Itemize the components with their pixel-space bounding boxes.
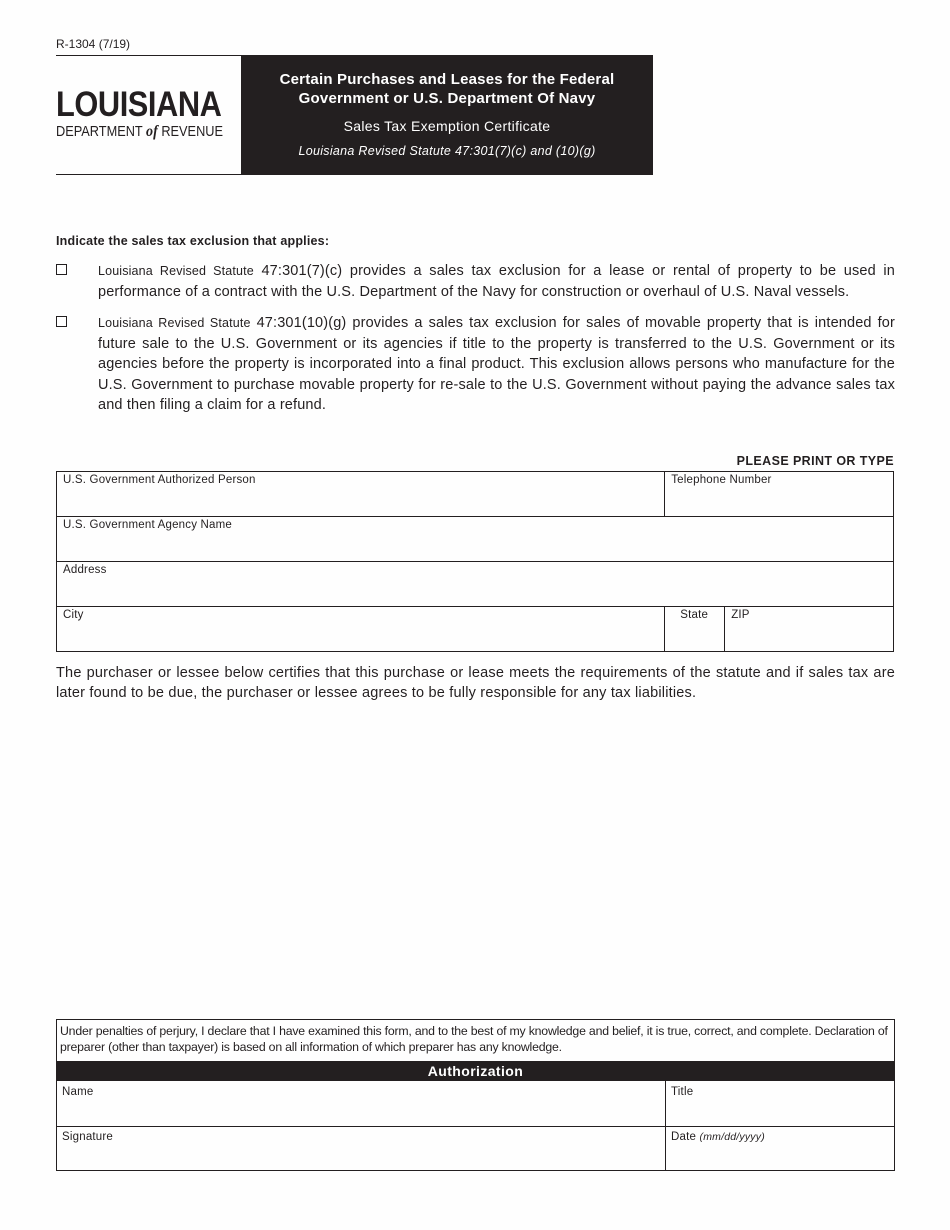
telephone-label: Telephone Number: [671, 474, 772, 486]
city-label: City: [63, 609, 84, 621]
exclusion-body: 47:301(10)(g) provides a sales tax exclusion for sales of movable property that is intended for future sale to the U.S. Government or its agencies if title to the property is transferred to the U.S. Government or its agencies before the property is incorporated into a final product. This exclusion allows persons who manufacture for the U.S. Government to purchase movable property for re-sale to the U.S. Government without paying the advance sales tax and then filing a claim for a refund.: [98, 315, 896, 413]
exclusion-lead: Louisiana Revised Statute: [98, 316, 251, 330]
authorized-person-field[interactable]: [57, 472, 665, 517]
exclusion-text-federal: [98, 313, 895, 416]
date-field[interactable]: [671, 1131, 891, 1169]
date-label: Date: [671, 1131, 697, 1143]
title-label: Title: [671, 1086, 694, 1098]
authorization-heading: Authorization: [57, 1061, 894, 1081]
city-field[interactable]: [57, 607, 665, 652]
agency-name-field[interactable]: [57, 517, 894, 562]
logo-top-rule: [56, 55, 242, 56]
exclusion-checkbox-navy[interactable]: [56, 264, 67, 275]
authorization-divider-horizontal: [57, 1126, 894, 1127]
logo-dept-suffix: REVENUE: [161, 124, 224, 140]
address-label: Address: [63, 564, 107, 576]
logo-bottom-rule: [56, 174, 242, 175]
form-title: [241, 70, 653, 108]
authorization-section: [56, 1019, 895, 1171]
signature-label: Signature: [62, 1131, 114, 1143]
exclusion-checkbox-federal[interactable]: [56, 316, 67, 327]
logo-dept-prefix: DEPARTMENT: [56, 124, 143, 140]
zip-field[interactable]: [725, 607, 894, 652]
date-format-hint: (mm/dd/yyyy): [699, 1131, 765, 1143]
exclusion-lead: Louisiana Revised Statute: [98, 264, 254, 278]
zip-label: ZIP: [731, 609, 750, 621]
form-subtitle: Sales Tax Exemption Certificate: [343, 118, 551, 134]
address-field[interactable]: [57, 562, 894, 607]
form-title-line-1: Certain Purchases and Leases for the Federal: [279, 71, 615, 88]
agency-name-label: U.S. Government Agency Name: [63, 519, 233, 531]
logo-dept-of: of: [146, 123, 158, 140]
header-banner: [241, 55, 653, 175]
name-label: Name: [62, 1086, 94, 1098]
exclusion-body: 47:301(7)(c) provides a sales tax exclusion for a lease or rental of property to be used in performance of a contract with the U.S. Department of the Navy for construction or overhaul of U.S. Naval vessels.: [98, 263, 896, 300]
logo-department: [56, 123, 223, 141]
title-field[interactable]: [671, 1086, 891, 1124]
exclusion-text-navy: [98, 261, 895, 302]
form-number: R-1304 (7/19): [56, 37, 131, 51]
instruction-heading: Indicate the sales tax exclusion that applies:: [56, 234, 330, 248]
logo-state: LOUISIANA: [56, 85, 222, 124]
authorized-person-label: U.S. Government Authorized Person: [63, 474, 256, 486]
print-or-type-note: PLEASE PRINT OR TYPE: [736, 454, 894, 468]
telephone-field[interactable]: [665, 472, 894, 517]
signature-field[interactable]: [62, 1131, 662, 1169]
state-field[interactable]: [665, 607, 725, 652]
certification-statement: The purchaser or lessee below certifies that this purchase or lease meets the requirements of the statute and if sales tax are later found to be due, the purchaser or lessee agrees to be fully responsible for any tax liabilities.: [56, 665, 895, 701]
name-field[interactable]: [62, 1086, 662, 1124]
form-title-line-2: Government or U.S. Department Of Navy: [298, 90, 596, 107]
form-statute: Louisiana Revised Statute 47:301(7)(c) and (10)(g): [298, 144, 596, 158]
perjury-declaration: Under penalties of perjury, I declare that I have examined this form, and to the best of my knowledge and belief, it is true, correct, and complete. Declaration of preparer (other than taxpayer) is based on all information of which preparer has any knowledge.: [60, 1024, 888, 1054]
state-label: State: [680, 609, 709, 621]
government-info-table: [56, 471, 894, 652]
